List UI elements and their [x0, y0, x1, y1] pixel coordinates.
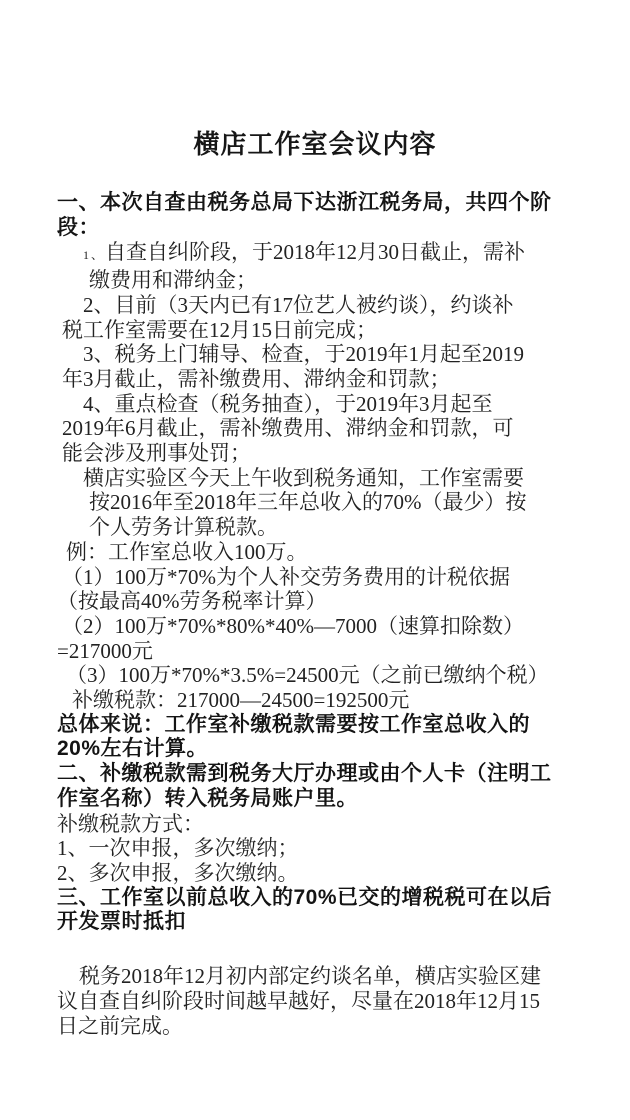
document-title: 横店工作室会议内容	[193, 129, 437, 159]
document-line: （3）100万*70%*3.5%=24500元（之前已缴纳个税）	[66, 663, 549, 688]
document-line: 个人劳务计算税款。	[89, 515, 278, 540]
document-line: （1）100万*70%为个人补交劳务费用的计税依据	[62, 564, 510, 589]
list-marker: 1、	[83, 248, 106, 263]
document-line: 三、工作室以前总收入的70%已交的增税税可在以后	[57, 885, 553, 909]
document-line: 2、目前（3天内已有17位艺人被约谈），约谈补	[83, 292, 514, 317]
document-line: 2、多次申报，多次缴纳。	[57, 860, 299, 885]
document-line: 4、重点检查（税务抽查），于2019年3月起至	[83, 391, 493, 416]
document-line: 能会涉及刑事处罚；	[62, 441, 251, 466]
document-line: 按2016年至2018年三年总收入的70%（最少）按	[89, 490, 527, 515]
document-line: 1、一次申报，多次缴纳；	[57, 836, 299, 861]
document-line: 税工作室需要在12月15日前完成；	[62, 317, 377, 342]
document-line: 1、自查自纠阶段，于2018年12月30日截止，需补	[83, 240, 526, 265]
document-line: 一、本次自查由税务总局下达浙江税务局，共四个阶	[57, 191, 552, 214]
document-line: 开发票时抵扣	[57, 910, 186, 934]
document-line: 议自查自纠阶段时间越早越好，尽量在2018年12月15	[57, 988, 540, 1013]
document-line: 作室名称）转入税务局账户里。	[57, 786, 358, 810]
document-line: 总体来说：工作室补缴税款需要按工作室总收入的	[57, 712, 530, 736]
document-line: 段：	[57, 215, 100, 239]
document-line: 2019年6月截止，需补缴费用、滞纳金和罚款，可	[62, 416, 514, 441]
document-line: 税务2018年12月初内部定约谈名单，横店实验区建	[79, 964, 541, 989]
document-line: 补缴税款方式：	[57, 811, 204, 836]
document-line: 缴费用和滞纳金；	[89, 268, 257, 293]
document-body	[0, 191, 630, 1038]
document-line: 20%左右计算。	[57, 737, 209, 761]
document-line: =217000元	[57, 638, 153, 663]
document-line: 3、税务上门辅导、检查，于2019年1月起至2019	[83, 342, 524, 367]
document-line: 年3月截止，需补缴费用、滞纳金和罚款；	[62, 366, 451, 391]
document-line: 日之前完成。	[57, 1013, 183, 1038]
document-line: （按最高40%劳务税率计算）	[57, 589, 327, 614]
document-line: （2）100万*70%*80%*40%—7000（速算扣除数）	[62, 613, 524, 638]
document-line: 二、补缴税款需到税务大厅办理或由个人卡（注明工	[57, 762, 552, 786]
document-line: 横店实验区今天上午收到税务通知，工作室需要	[83, 465, 524, 490]
document-line: 例：工作室总收入100万。	[66, 539, 308, 564]
document-line: 补缴税款：217000—24500=192500元	[72, 688, 410, 713]
